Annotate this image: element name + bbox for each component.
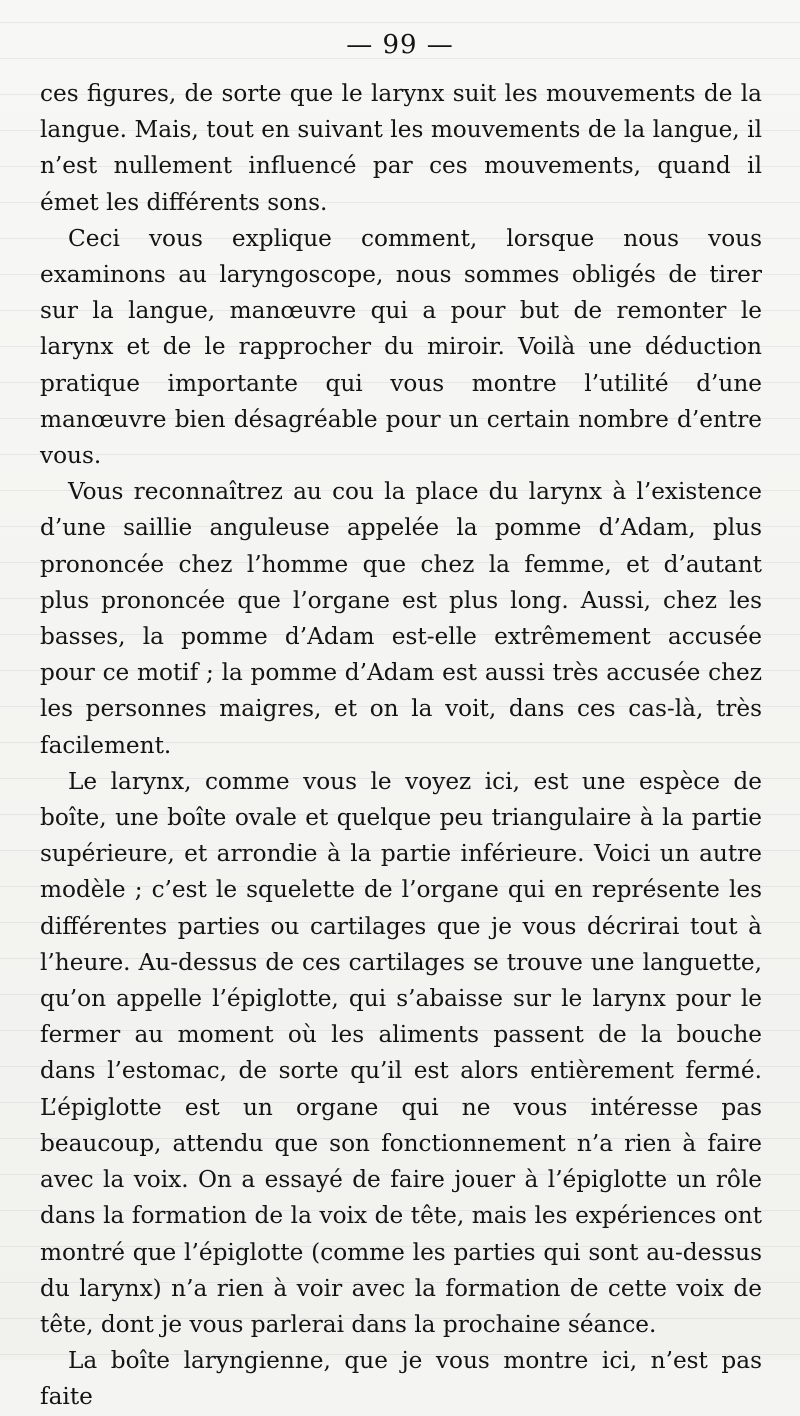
paragraph-larynx-boite: Le larynx, comme vous le voyez ici, est une espèce de boîte, une boîte ovale et quelque peu triangulaire à la partie supérieure, et arrondie à la partie inférieure. Voici un autre modèle ; c’est le squelette de l’organe qui en représente les différentes parties ou cartilages que je vous décrirai tout à l’heure. Au-dessus de ces cartilages se trouve une languette, qu’on appelle l’épiglotte, qui s’abaisse sur le larynx pour le fermer au moment où les aliments passent de la bouche dans l’estomac, de sorte qu’il est alors entièrement fermé. L’épiglotte est un organe qui ne vous intéresse pas beaucoup, attendu que son fonctionnement n’a rien à faire avec la voix. On a essayé de faire jouer à l’épiglotte un rôle dans la formation de la voix de tête, mais les expériences ont montré que l’épiglotte (comme les parties qui sont au-dessus du larynx) n’a rien à voir avec la formation de cette voix de tête, dont je vous parlerai dans la prochaine séance. — [40, 767, 762, 1338]
paragraph-pomme-adam: Vous reconnaîtrez au cou la place du larynx à l’existence d’une saillie anguleuse appelée la pomme d’Adam, plus prononcée chez l’homme que chez la femme, et d’autant plus prononcée que l’organe est plus long. Aussi, chez les basses, la pomme d’Adam est-elle extrêmement accusée pour ce motif ; la pomme d’Adam est aussi très accusée chez les personnes maigres, et on la voit, dans ces cas-là, très facilement. — [40, 478, 762, 759]
paragraph-boite-laryngienne: La boîte laryngienne, que je vous montre ici, n’est pas faite — [40, 1347, 762, 1411]
body-text — [40, 76, 762, 1416]
paragraph-laryngoscope: Ceci vous explique comment, lorsque nous vous examinons au laryngoscope, nous sommes obligés de tirer sur la langue, manœuvre qui a pour but de remonter le larynx et de le rapprocher du miroir. Voilà une déduction pratique importante qui vous montre l’utilité d’une manœuvre bien désagréable pour un certain nombre d’entre vous. — [40, 224, 762, 470]
page-number: — 99 — — [346, 30, 454, 60]
paragraph-continuation: ces figures, de sorte que le larynx suit les mouvements de la langue. Mais, tout en suivant les mouvements de la langue, il n’est nullement influencé par ces mouvements, quand il émet les différents sons. — [40, 80, 762, 216]
